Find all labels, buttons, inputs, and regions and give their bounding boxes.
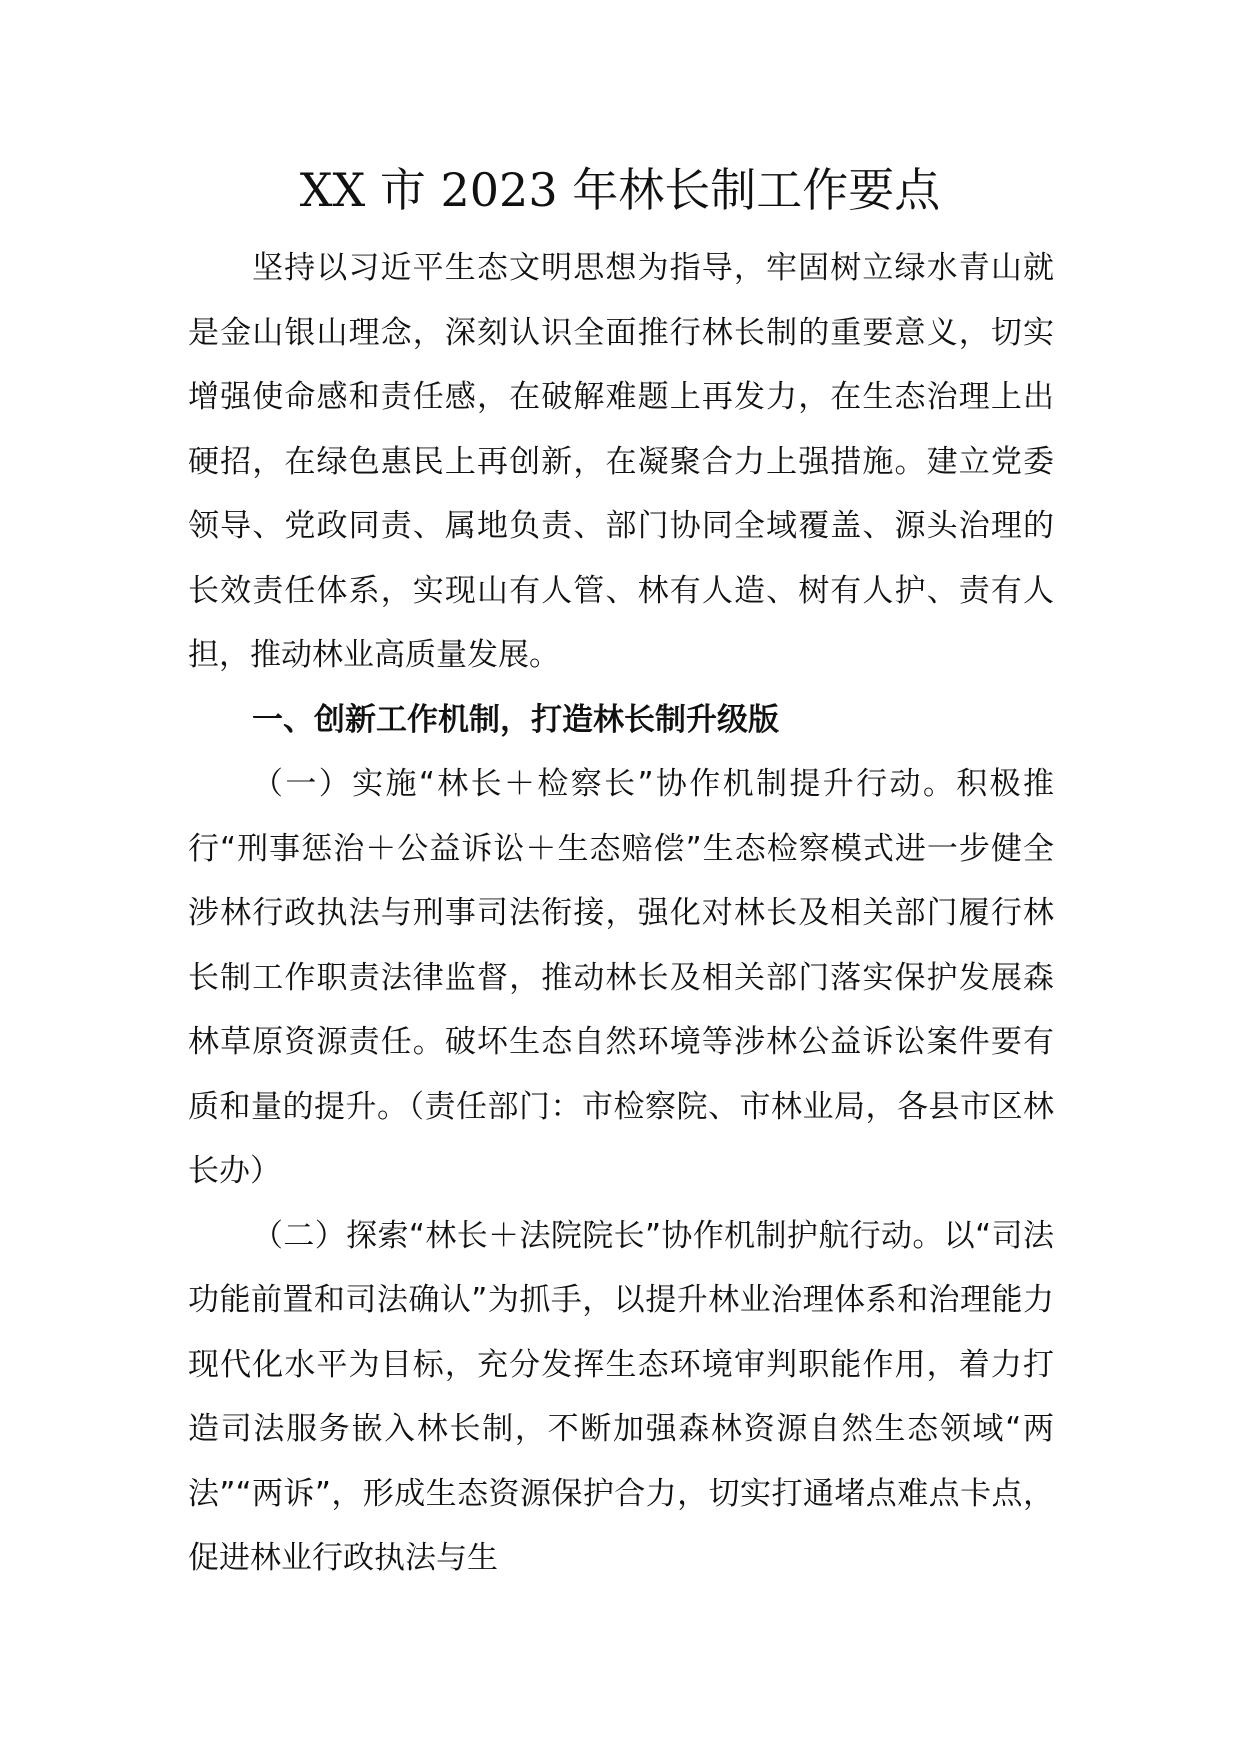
item-paragraph-2: （二）探索“林长＋法院院长”协作机制护航行动。以“司法功能前置和司法确认”为抓手，以提升林业治理体系和治理能力现代化水平为目标，充分发挥生态环境审判职能作用，着力打造司法服务嵌入林长制，不断加强森林资源自然生态领域“两法”“两诉”，形成生态资源保护合力，切实打通堵点难点卡点，促进林业行政执法与生 bbox=[188, 1217, 1054, 1576]
section-heading: 一、创新工作机制，打造林长制升级版 bbox=[252, 701, 779, 738]
intro-paragraph: 坚持以习近平生态文明思想为指导，牢固树立绿水青山就是金山银山理念，深刻认识全面推行林长制的重要意义，切实增强使命感和责任感，在破解难题上再发力，在生态治理上出硬招，在绿色惠民上再创新，在凝聚合力上强措施。建立党委领导、党政同责、属地负责、部门协同全域覆盖、源头治理的长效责任体系，实现山有人管、林有人造、树有人护、责有人担，推动林业高质量发展。 bbox=[188, 250, 1054, 673]
document-body bbox=[188, 236, 1054, 1591]
item-paragraph-1: （一）实施“林长＋检察长”协作机制提升行动。积极推行“刑事惩治＋公益诉讼＋生态赔偿”生态检察模式进一步健全涉林行政执法与刑事司法衔接，强化对林长及相关部门履行林长制工作职责法律监督，推动林长及相关部门落实保护发展森林草原资源责任。破坏生态自然环境等涉林公益诉讼案件要有质和量的提升。（责任部门：市检察院、市林业局，各县市区林长办） bbox=[188, 766, 1054, 1189]
document-title: XX 市 2023 年林长制工作要点 bbox=[299, 163, 941, 217]
